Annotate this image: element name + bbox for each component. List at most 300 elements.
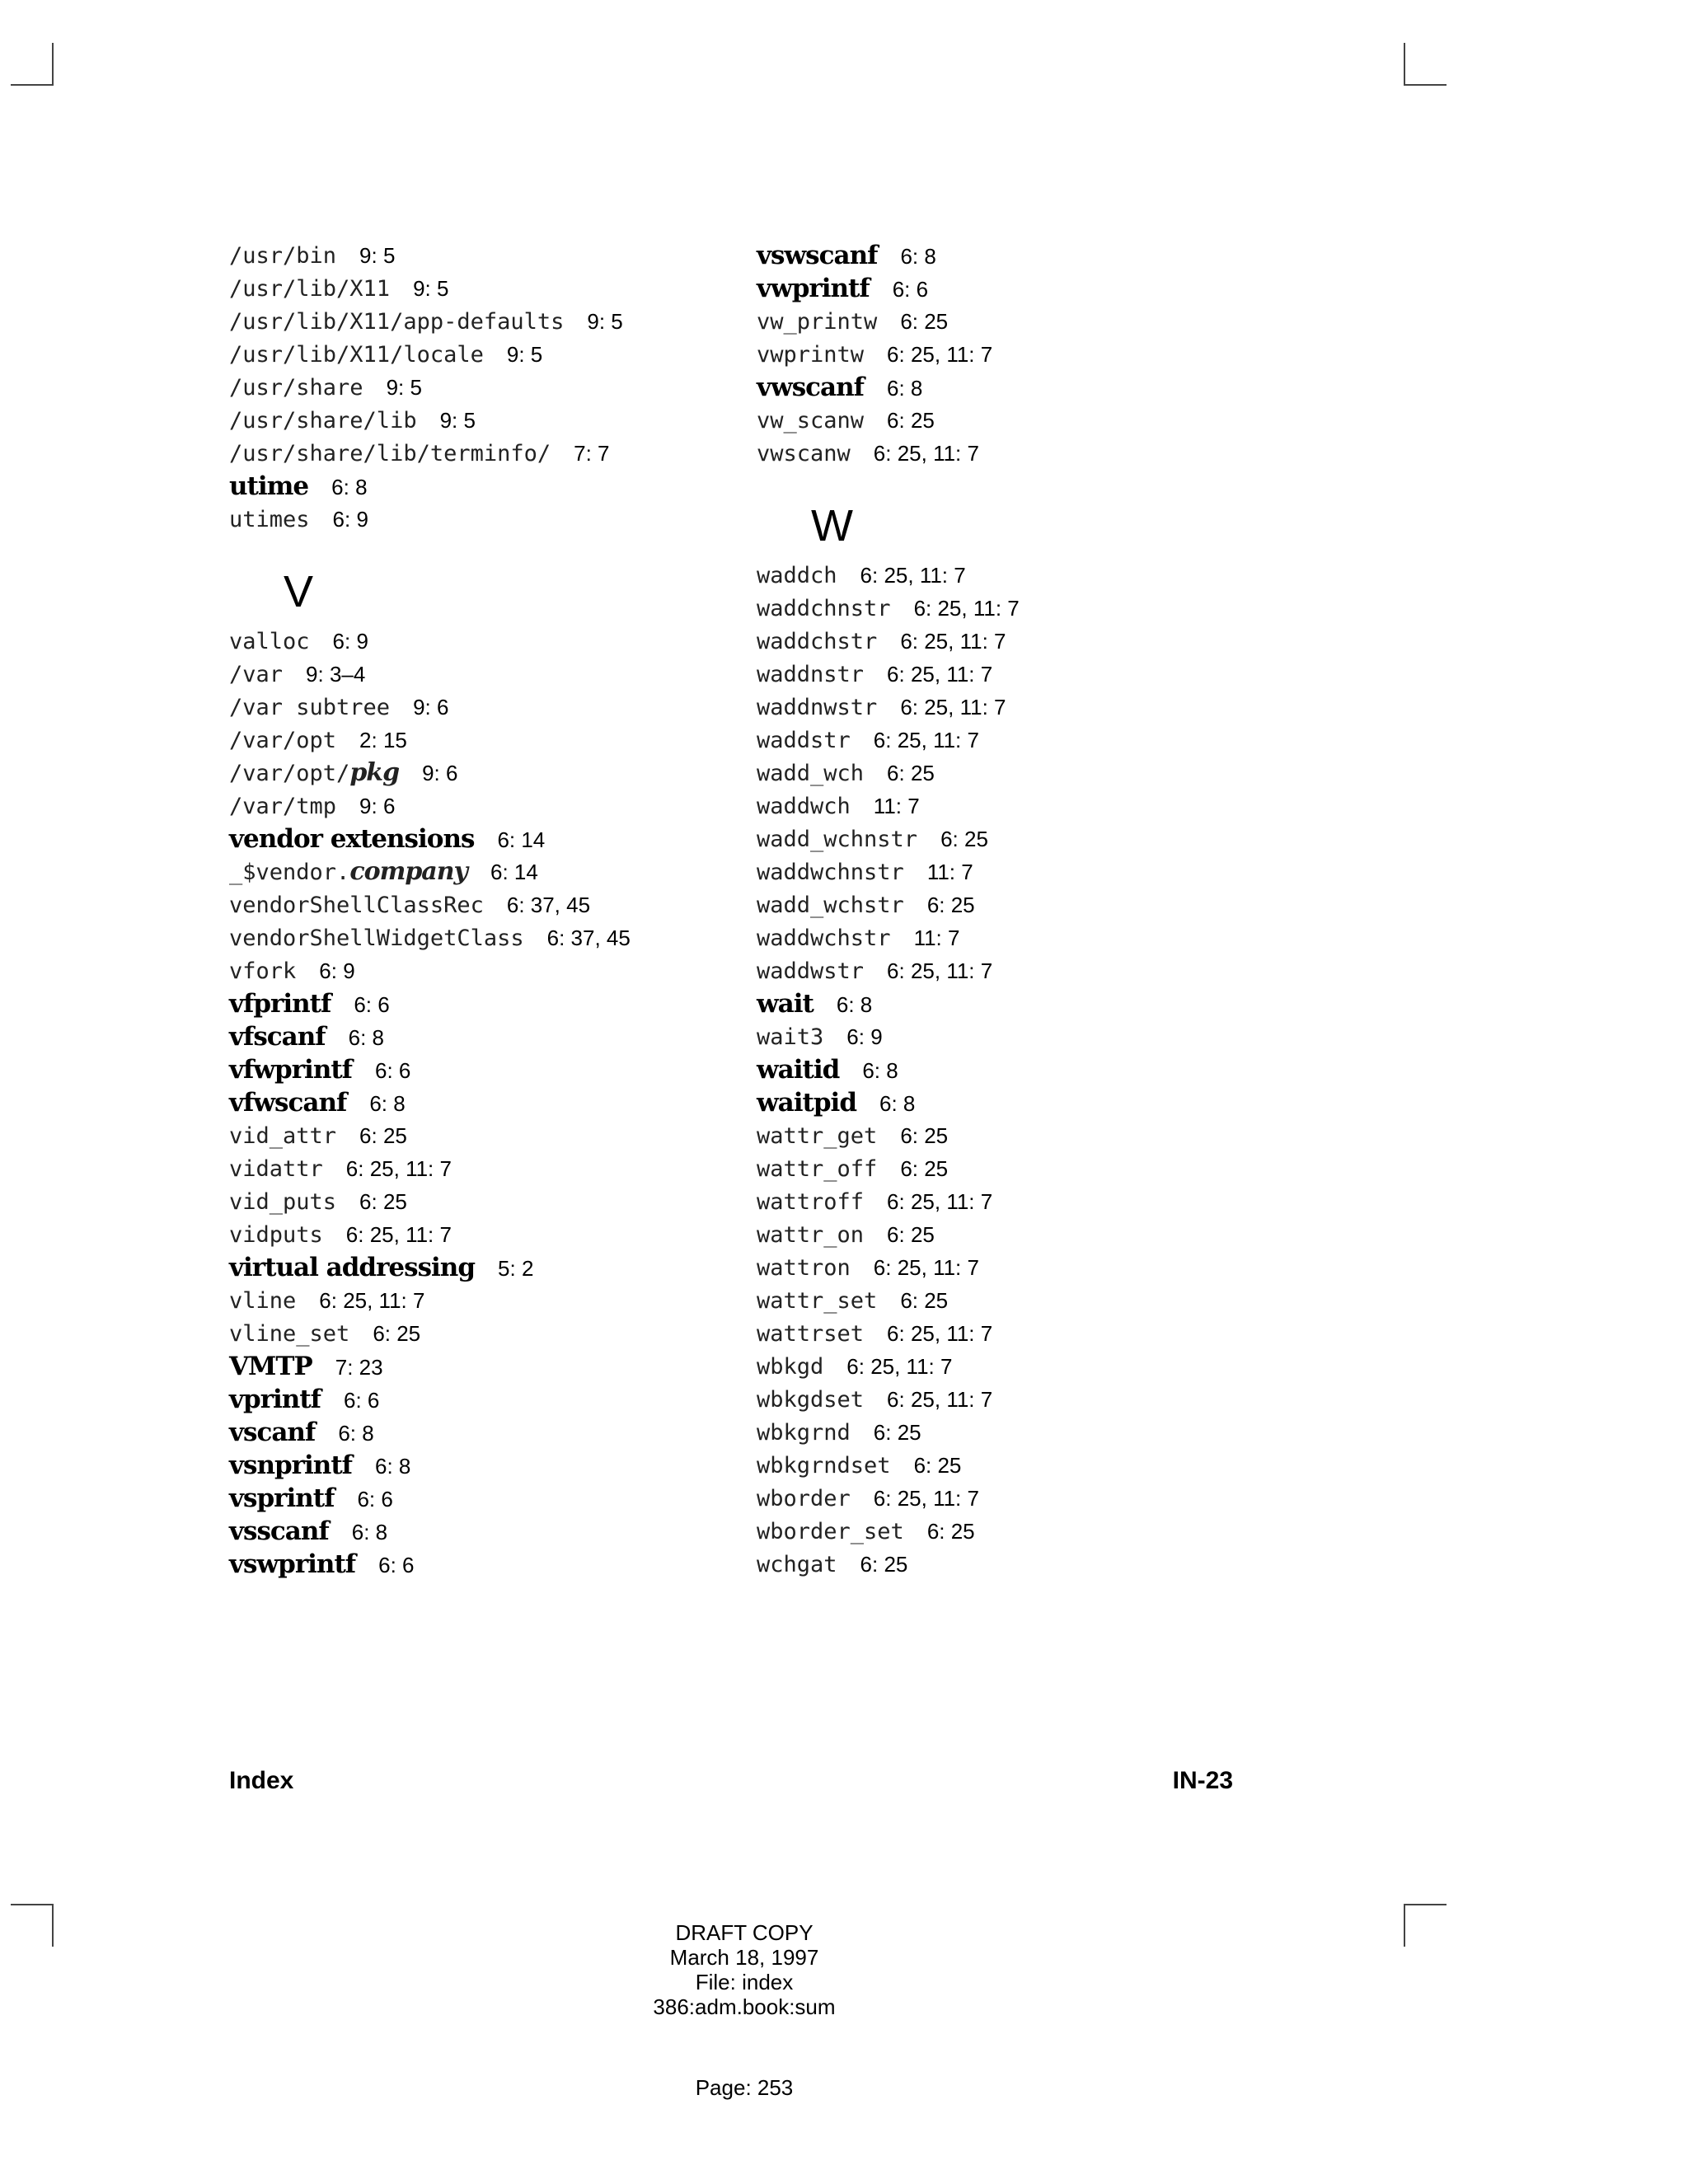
index-page-reference: 6: 8: [331, 475, 368, 499]
index-page-reference: 6: 37, 45: [506, 893, 591, 917]
index-term: [757, 1086, 856, 1119]
spacer: [229, 536, 724, 559]
index-entry: [757, 1218, 1268, 1251]
index-term: [757, 1252, 851, 1285]
index-term: [757, 1053, 839, 1086]
index-entry: [757, 1119, 1268, 1152]
draft-file: File: index: [695, 1970, 794, 1994]
index-term-text: wadd_wch: [757, 761, 865, 786]
index-page-reference: 9: 6: [413, 695, 449, 719]
draft-page-number: Page: 253: [695, 2075, 794, 2100]
index-term: [229, 438, 551, 471]
index-term: [757, 856, 904, 889]
crop-mark-top-right: [1404, 43, 1447, 86]
index-page-reference: 6: 25: [359, 1123, 407, 1148]
index-page-reference: 6: 8: [351, 1520, 388, 1544]
index-page-reference: 6: 25, 11: 7: [345, 1222, 452, 1247]
index-term-text: /var subtree: [229, 695, 391, 720]
index-term: [757, 239, 877, 272]
index-term: [757, 955, 864, 988]
index-term: [757, 823, 917, 856]
index-term-text: waddwstr: [757, 958, 865, 984]
index-term-text: wattrset: [757, 1321, 865, 1347]
index-entry: [757, 987, 1268, 1020]
index-page-reference: 9: 5: [386, 375, 422, 400]
index-page-reference: 11: 7: [913, 926, 960, 950]
index-term-text: vfprintf: [229, 989, 331, 1019]
index-term: [229, 626, 310, 658]
index-term-text: vsnprintf: [229, 1451, 352, 1480]
index-column-left: [229, 239, 724, 1581]
index-term-text: waddchnstr: [757, 596, 891, 621]
index-entry: [229, 1053, 724, 1086]
index-page-reference: 6: 8: [348, 1025, 385, 1050]
index-group-w: [757, 559, 1268, 1581]
index-term: [757, 371, 864, 404]
index-term-text: utime: [229, 471, 309, 501]
index-page-reference: 6: 25, 11: 7: [887, 1321, 993, 1346]
index-entry: [757, 1515, 1268, 1548]
index-term-text: wadd_wchnstr: [757, 827, 918, 852]
index-term: [757, 987, 814, 1020]
index-term-text: wattr_set: [757, 1288, 878, 1314]
index-term-text: vendorShellClassRec: [229, 893, 484, 918]
index-page-reference: 9: 5: [439, 408, 476, 433]
index-term: [229, 339, 484, 372]
index-page-reference: 6: 8: [374, 1454, 411, 1479]
index-page-reference: 6: 25, 11: 7: [846, 1354, 953, 1379]
index-entry: [757, 921, 1268, 954]
index-entry: [229, 724, 724, 757]
index-entry: [757, 305, 1268, 338]
index-term: [229, 1482, 334, 1515]
index-entry: [229, 888, 724, 921]
index-entry: [229, 1284, 724, 1317]
index-entry: [229, 305, 724, 338]
index-entry: [757, 790, 1268, 823]
index-term-text: waddnwstr: [757, 695, 878, 720]
index-term-text: waddwchstr: [757, 926, 891, 951]
index-entry: [229, 470, 724, 503]
index-term: [229, 757, 399, 790]
index-term-text: utimes: [229, 507, 310, 532]
index-term: [757, 1285, 877, 1318]
index-term: [229, 790, 336, 823]
index-term-text: vidattr: [229, 1156, 323, 1182]
index-entry: [229, 404, 724, 437]
index-page-reference: 7: 23: [335, 1355, 383, 1380]
index-term-text: /usr/share/lib: [229, 408, 417, 434]
index-term-text: vendor extensions: [229, 824, 475, 854]
index-entry: [757, 1020, 1268, 1053]
index-page-reference: 6: 25, 11: 7: [887, 958, 993, 983]
index-page-reference: 6: 25: [873, 1420, 921, 1445]
index-page-reference: 6: 8: [836, 992, 873, 1017]
index-term-text: vwscanw: [757, 441, 851, 466]
index-term-text: wattr_on: [757, 1222, 865, 1248]
index-term: [229, 372, 363, 405]
index-page-reference: 11: 7: [873, 794, 920, 818]
index-term: [229, 1515, 329, 1548]
footer-page-label: IN-23: [1172, 1767, 1233, 1794]
index-term: [229, 1449, 352, 1482]
index-page-reference: 6: 6: [375, 1058, 411, 1083]
index-entry: [229, 1515, 724, 1548]
index-term: [229, 1219, 323, 1252]
index-entry: [757, 371, 1268, 404]
index-entry: [757, 888, 1268, 921]
index-entry: [229, 954, 724, 987]
index-term: [757, 691, 877, 724]
index-term-text: vfwprintf: [229, 1055, 353, 1085]
index-term: [757, 889, 904, 922]
index-entry: [229, 757, 724, 790]
index-term: [757, 724, 851, 757]
index-term: [229, 504, 310, 537]
index-page-reference: 6: 25: [900, 1288, 949, 1313]
index-term: [229, 240, 336, 273]
index-entry: [229, 1350, 724, 1383]
index-page-reference: 6: 25, 11: 7: [319, 1288, 425, 1313]
index-term: [757, 1153, 877, 1186]
index-term-text: vid_attr: [229, 1123, 337, 1149]
index-term-text: /var/opt: [229, 728, 337, 753]
index-term: [757, 339, 864, 372]
index-term: [229, 855, 467, 889]
index-term: [229, 1251, 475, 1284]
index-entry: [229, 1185, 724, 1218]
index-term: [229, 1020, 326, 1053]
index-page-reference: 6: 25: [900, 309, 949, 334]
index-term-text: vswprintf: [229, 1549, 356, 1579]
index-term-text: /var/opt/: [229, 761, 350, 786]
index-term-text: waddwch: [757, 794, 851, 819]
index-term-text: wait: [757, 989, 814, 1019]
index-term-text: vline: [229, 1288, 297, 1314]
index-page-reference: 6: 6: [354, 992, 390, 1017]
index-term-text: wborder: [757, 1486, 851, 1511]
index-entry: [229, 658, 724, 691]
index-term-text: wadd_wchstr: [757, 893, 904, 918]
index-term: [229, 405, 417, 438]
index-entry: [757, 404, 1268, 437]
index-entry: [229, 1086, 724, 1119]
index-term: [229, 1383, 321, 1416]
index-term-text: vidputs: [229, 1222, 323, 1248]
index-entry: [229, 1482, 724, 1515]
index-entry: [757, 437, 1268, 470]
index-entry: [229, 790, 724, 823]
index-term-text: /usr/lib/X11: [229, 276, 391, 302]
index-entry: [229, 1416, 724, 1449]
draft-stamp: [0, 1920, 1489, 2019]
index-term-text: vswscanf: [757, 241, 878, 270]
index-term: [757, 1450, 891, 1483]
index-page-reference: 9: 3–4: [306, 662, 366, 687]
index-entry: [757, 592, 1268, 625]
index-page-reference: 6: 25, 11: 7: [900, 629, 1006, 654]
index-term: [757, 438, 851, 471]
index-page-reference: 6: 25: [887, 761, 935, 785]
index-term-text: /usr/share/lib/terminfo/: [229, 441, 551, 466]
index-term: [229, 1416, 315, 1449]
index-page-reference: 9: 5: [587, 309, 623, 334]
index-term-text: /usr/bin: [229, 243, 337, 269]
index-term: [229, 1548, 355, 1581]
index-page-reference: 6: 25: [900, 1123, 949, 1148]
index-term: [757, 658, 864, 691]
index-term-text: valloc: [229, 629, 310, 654]
index-entry: [757, 1350, 1268, 1383]
index-term-text: vwprintf: [757, 274, 870, 303]
index-term: [757, 790, 851, 823]
index-term: [757, 560, 837, 593]
index-term-text: waddchstr: [757, 629, 878, 654]
index-page-reference: 9: 6: [359, 794, 396, 818]
index-entry: [229, 987, 724, 1020]
index-page-reference: 6: 25: [860, 1552, 908, 1577]
index-term: [757, 757, 864, 790]
index-term-text: vw_printw: [757, 309, 878, 335]
index-entry: [229, 1218, 724, 1251]
index-term: [757, 593, 891, 626]
index-term-text: wait3: [757, 1024, 824, 1050]
index-page-reference: 6: 8: [879, 1091, 916, 1116]
index-term: [229, 724, 336, 757]
index-page-reference: 9: 5: [506, 342, 543, 367]
index-entry: [229, 1020, 724, 1053]
index-page-reference: 11: 7: [926, 860, 973, 884]
index-entry: [229, 1119, 724, 1152]
index-entry: [229, 1317, 724, 1350]
index-entry: [757, 1086, 1268, 1119]
index-term: [757, 272, 870, 305]
index-term-text: vfork: [229, 958, 297, 984]
index-term-text: vfwscanf: [229, 1088, 347, 1118]
index-entry: [229, 823, 724, 855]
index-term: [229, 823, 474, 855]
index-page-reference: 6: 8: [338, 1421, 374, 1446]
index-entry: [757, 1548, 1268, 1581]
index-page-reference: 6: 37, 45: [546, 926, 631, 950]
index-term-text: waddch: [757, 563, 837, 588]
index-term-text: wbkgdset: [757, 1387, 865, 1413]
index-page-reference: 6: 9: [332, 507, 368, 532]
index-term: [757, 1483, 851, 1516]
index-term-text: wattroff: [757, 1189, 865, 1215]
index-entry: [757, 1152, 1268, 1185]
index-entry: [757, 691, 1268, 724]
index-group-v-continued: [757, 239, 1268, 470]
index-page-reference: 9: 6: [422, 761, 458, 785]
index-page-reference: 6: 9: [319, 958, 355, 983]
index-page-reference: 6: 25, 11: 7: [873, 728, 979, 752]
index-page-reference: 6: 25, 11: 7: [873, 1486, 979, 1511]
index-term-text: waitid: [757, 1055, 840, 1085]
index-page-reference: 6: 6: [357, 1487, 393, 1511]
index-term-text: /var/tmp: [229, 794, 337, 819]
index-entry: [757, 855, 1268, 888]
index-term: [229, 1086, 346, 1119]
index-page-reference: 6: 14: [490, 860, 538, 884]
index-entry: [229, 1152, 724, 1185]
index-term: [757, 1516, 904, 1549]
index-term-text: _$vendor.: [229, 860, 350, 885]
index-column-right: [757, 239, 1268, 1581]
index-entry: [757, 1317, 1268, 1350]
index-term: [229, 306, 564, 339]
index-page-reference: 6: 6: [378, 1553, 415, 1577]
index-term-text: waddnstr: [757, 662, 865, 687]
spacer: [757, 470, 1268, 493]
index-term-text: vsprintf: [229, 1483, 335, 1513]
index-term: [229, 1285, 296, 1318]
section-letter-v: V: [284, 567, 314, 616]
index-term-text: wattron: [757, 1255, 851, 1281]
index-page-reference: 6: 25: [373, 1321, 421, 1346]
index-entry: [229, 855, 724, 888]
index-term-text: wbkgd: [757, 1354, 824, 1380]
index-entry: [757, 338, 1268, 371]
index-term-text: wattr_get: [757, 1123, 878, 1149]
index-term-text: wbkgrndset: [757, 1453, 891, 1479]
index-term: [229, 1350, 312, 1383]
index-entry: [757, 757, 1268, 790]
index-page-reference: 6: 25, 11: 7: [887, 1387, 993, 1412]
index-entry: [757, 1383, 1268, 1416]
index-page-reference: 6: 9: [332, 629, 368, 654]
index-page-reference: 6: 8: [900, 244, 936, 269]
draft-line: DRAFT COPY: [675, 1920, 814, 1945]
index-term-text: vline_set: [229, 1321, 350, 1347]
index-term: [757, 405, 864, 438]
index-term-text: wbkgrnd: [757, 1420, 851, 1446]
index-term-text: vfscanf: [229, 1022, 326, 1052]
index-term-text: /usr/lib/X11/locale: [229, 342, 484, 368]
index-term-italic: company: [349, 857, 467, 886]
index-entry: [229, 1449, 724, 1482]
index-term: [229, 470, 308, 503]
index-entry: [757, 1449, 1268, 1482]
index-page-reference: 6: 25: [359, 1189, 407, 1214]
index-term-text: vscanf: [229, 1418, 316, 1447]
index-term-text: waitpid: [757, 1088, 856, 1118]
index-page-reference: 6: 25: [940, 827, 988, 851]
index-term: [229, 273, 390, 306]
index-term-text: wchgat: [757, 1552, 837, 1577]
index-entry: [757, 1284, 1268, 1317]
index-page-reference: 6: 8: [862, 1058, 898, 1083]
index-term: [229, 889, 484, 922]
crop-mark-top-left: [11, 43, 54, 86]
index-term: [757, 1186, 864, 1219]
index-term: [757, 1219, 864, 1252]
index-entry: [229, 1548, 724, 1581]
index-entry: [229, 239, 724, 272]
index-term-text: waddwchnstr: [757, 860, 904, 885]
index-page-reference: 6: 14: [497, 827, 546, 852]
index-entry: [757, 658, 1268, 691]
index-term: [229, 1120, 336, 1153]
index-entry: [229, 338, 724, 371]
index-entry: [229, 921, 724, 954]
index-term-text: vid_puts: [229, 1189, 337, 1215]
draft-book: 386:adm.book:sum: [653, 1994, 836, 2019]
index-term-text: wborder_set: [757, 1519, 904, 1544]
index-page-reference: 6: 25, 11: 7: [873, 1255, 979, 1280]
index-term: [229, 987, 331, 1020]
index-term: [229, 1053, 352, 1086]
index-term: [229, 691, 390, 724]
index-term: [757, 1351, 823, 1384]
index-group-u: [229, 239, 724, 536]
index-page-reference: 6: 25, 11: 7: [913, 596, 1020, 621]
index-term: [229, 1186, 336, 1219]
index-entry: [757, 1053, 1268, 1086]
index-entry: [229, 503, 724, 536]
index-term: [229, 955, 296, 988]
index-term-text: /var: [229, 662, 284, 687]
index-page-reference: 2: 15: [359, 728, 407, 752]
index-page-reference: 6: 8: [369, 1091, 406, 1116]
index-term: [757, 306, 877, 339]
index-term-text: wattr_off: [757, 1156, 878, 1182]
index-term: [757, 1549, 837, 1582]
section-letter-w: W: [811, 501, 853, 551]
index-entry: [229, 1383, 724, 1416]
index-term: [757, 626, 877, 658]
index-entry: [229, 371, 724, 404]
index-page-reference: 6: 25, 11: 7: [887, 1189, 993, 1214]
index-entry: [229, 625, 724, 658]
index-term: [229, 1153, 323, 1186]
index-term: [757, 1417, 851, 1450]
index-term-text: virtual addressing: [229, 1253, 476, 1282]
index-entry: [757, 1482, 1268, 1515]
index-page-reference: 6: 6: [892, 277, 929, 302]
index-page-reference: 6: 25, 11: 7: [887, 342, 993, 367]
index-term: [229, 922, 524, 955]
draft-date: March 18, 1997: [669, 1945, 819, 1970]
index-term: [757, 1120, 877, 1153]
index-group-v: [229, 625, 724, 1581]
index-page-reference: 6: 25: [900, 1156, 949, 1181]
index-term-text: vw_scanw: [757, 408, 865, 434]
index-page-reference: 5: 2: [498, 1256, 534, 1281]
index-term-italic: pkg: [349, 758, 400, 787]
index-term: [757, 1021, 823, 1054]
index-entry: [757, 1185, 1268, 1218]
index-term-text: vwscanf: [757, 373, 864, 402]
index-page-reference: 6: 25, 11: 7: [900, 695, 1006, 719]
index-page-reference: 6: 25: [913, 1453, 962, 1478]
index-entry: [757, 1416, 1268, 1449]
index-page-reference: 9: 5: [359, 243, 396, 268]
index-term: [229, 658, 283, 691]
index-page-reference: 6: 25: [926, 893, 975, 917]
index-term: [757, 922, 891, 955]
index-page-reference: 6: 6: [344, 1388, 380, 1413]
index-entry: [757, 625, 1268, 658]
index-entry: [757, 954, 1268, 987]
index-entry: [229, 272, 724, 305]
index-page-reference: 6: 8: [887, 376, 923, 401]
index-term: [757, 1384, 864, 1417]
index-term-text: /usr/share: [229, 375, 363, 401]
index-page-reference: 6: 25, 11: 7: [873, 441, 979, 466]
index-page-reference: 7: 7: [574, 441, 610, 466]
index-entry: [757, 272, 1268, 305]
